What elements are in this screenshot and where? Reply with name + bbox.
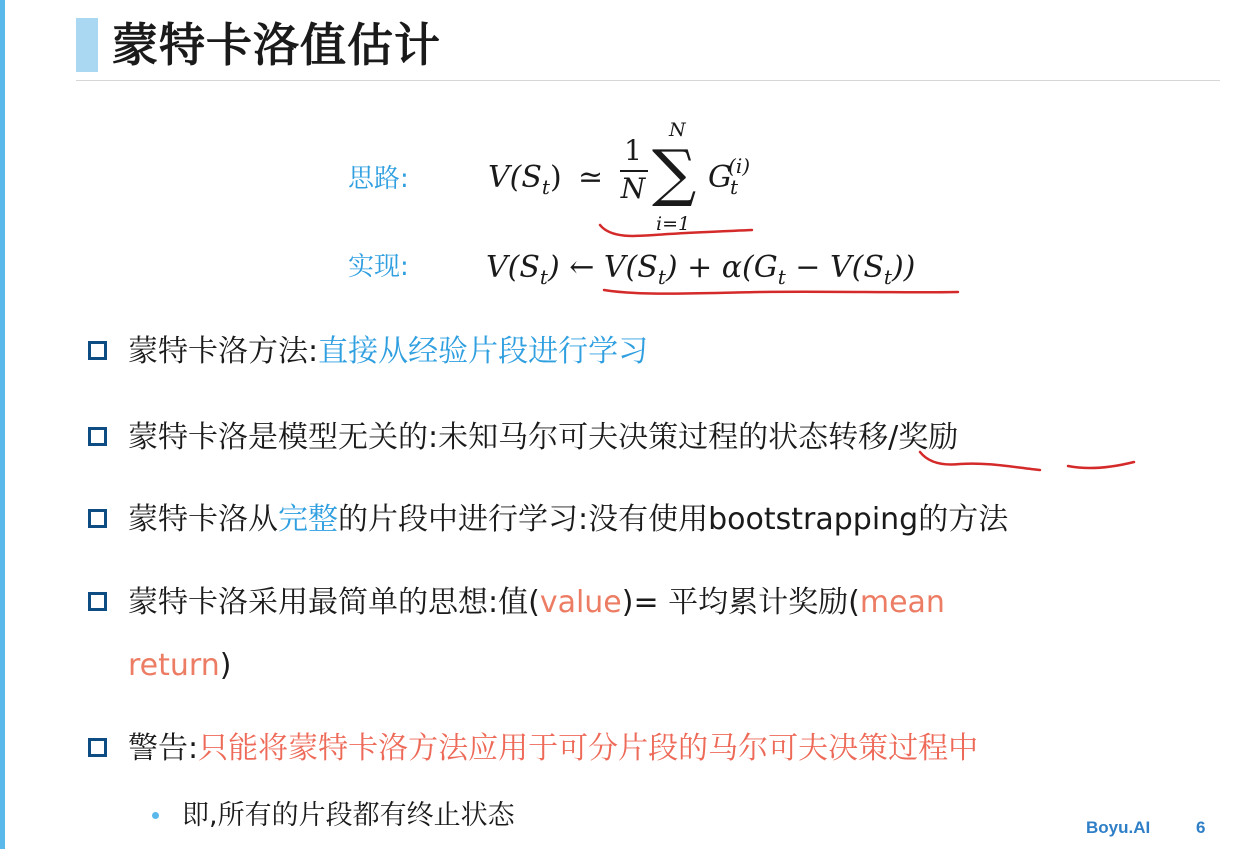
sub-bullet-terminal-state: 即,所有的片段都有终止状态 <box>182 800 515 831</box>
bullet-square-icon <box>88 509 107 528</box>
title-accent-bar <box>76 18 98 72</box>
title-divider <box>76 80 1220 81</box>
update-rule: $V(S_t)$ ← $V(S_t) + \alpha(G_t - V(S_t))$ <box>486 250 916 289</box>
bullet-warning: 警告:只能将蒙特卡洛方法应用于可分片段的马尔可夫决策过程中 <box>128 731 979 766</box>
sum-lower-limit: i=1 <box>656 213 691 235</box>
approx-symbol: ≃ <box>578 160 604 195</box>
sum-upper-limit: N <box>669 119 686 141</box>
idea-label: 思路: <box>348 164 409 194</box>
bullet-complete-episodes: 蒙特卡洛从完整的片段中进行学习:没有使用bootstrapping的方法 <box>128 502 1009 537</box>
slide-title: 蒙特卡洛值估计 <box>112 18 441 72</box>
bullet-model-free: 蒙特卡洛是模型无关的:未知马尔可夫决策过程的状态转移/奖励 <box>128 420 959 455</box>
fraction-denominator: N <box>620 172 646 205</box>
slide-left-edge-bar <box>0 0 5 849</box>
return-term: $G_t^{(i)}$ <box>708 154 751 199</box>
ink-underline-reward <box>1068 462 1134 468</box>
impl-label: 实现: <box>348 252 409 282</box>
ink-underline-update <box>604 290 958 294</box>
bullet-simplest-idea-cont: return) <box>128 648 232 683</box>
fraction-numerator: 1 <box>624 134 642 167</box>
bullet-square-icon <box>88 341 107 360</box>
summation-icon: ∑ <box>652 136 697 209</box>
bullet-square-icon <box>88 427 107 446</box>
idea-lhs: $V(S_t)$ <box>488 160 562 199</box>
bullet-square-icon <box>88 738 107 757</box>
bullet-square-icon <box>88 592 107 611</box>
brand-logo-text: Boyu.AI <box>1086 818 1151 837</box>
bullet-simplest-idea: 蒙特卡洛采用最简单的思想:值(value)= 平均累计奖励(mean <box>128 585 945 620</box>
bullet-mc-method: 蒙特卡洛方法:直接从经验片段进行学习 <box>128 334 649 369</box>
sub-bullet-dot-icon <box>152 812 159 819</box>
page-number: 6 <box>1196 818 1206 837</box>
